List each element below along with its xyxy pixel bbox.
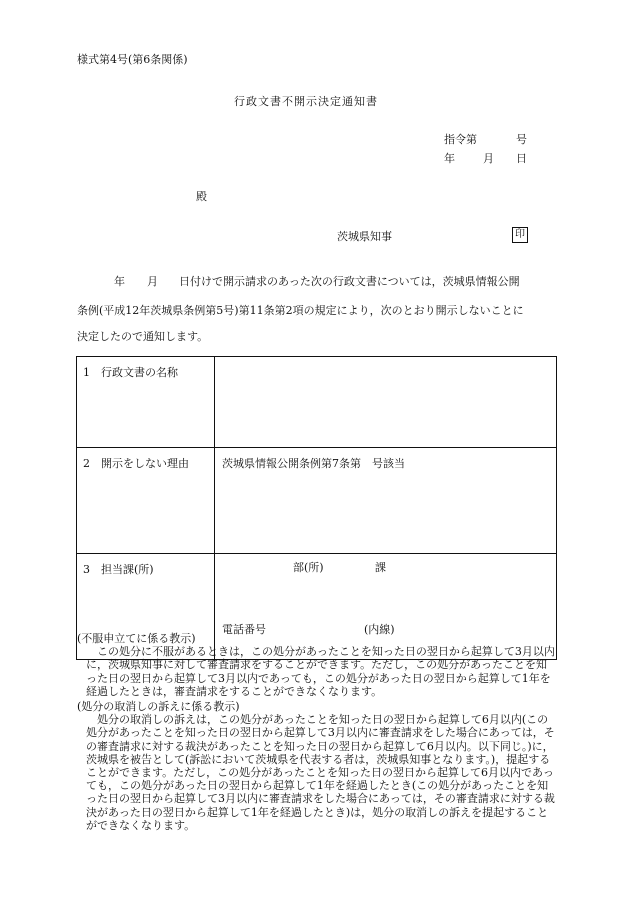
row-label: 3 担当課(所) xyxy=(77,554,215,660)
row-label: 1 行政文書の名称 xyxy=(77,357,215,448)
table-row-reason xyxy=(77,448,557,554)
section-label: 課 xyxy=(375,561,386,574)
reason-field: 茨城県情報公開条例第7条第 号該当 xyxy=(215,448,557,554)
extension-label: (内線) xyxy=(364,623,395,636)
row-label: 2 開示をしない理由 xyxy=(77,448,215,554)
body-month: 月 xyxy=(147,275,158,288)
date-month: 月 xyxy=(483,152,494,165)
department-label: 部(所) xyxy=(293,561,324,574)
addressee-honorific: 殿 xyxy=(196,190,207,203)
seal-mark: 印 xyxy=(512,227,528,243)
appeal-notice xyxy=(77,632,557,698)
lawsuit-notice-heading: (処分の取消しの訴えに係る教示) xyxy=(77,700,240,713)
reference-number-label: 指令第 xyxy=(444,133,477,146)
reference-number-suffix: 号 xyxy=(516,133,527,146)
lawsuit-notice xyxy=(77,700,557,832)
lawsuit-notice-text: 処分の取消しの訴えは，この処分があったことを知った日の翌日から起算して6月以内(この処分があったことを知った日の翌日から起算して3月以内に審査請求をした場合にあっては，その審査請求に対する裁決があったことを知った日の翌日から起算して6月以内。以下同じ。)に，茨城県を被告として(訴訟において茨城県を代表する者は，茨城県知事となります。)，提起することができます。ただし，この処分があったことを知った日の翌日から起算して6月以内であっても，この処分があった日の翌日から起算して1年を経過したとき(この処分があったことを知った日の翌日から起算して3月以内に審査請求をした場合にあっては，その審査請求に対する裁決があった日の翌日から起算して1年を経過したとき)は，処分の取消しの訴えを提起することができなくなります。 xyxy=(86,713,555,832)
date-year: 年 xyxy=(444,152,455,165)
date-day: 日 xyxy=(516,152,527,165)
document-name-field xyxy=(215,357,557,448)
appeal-notice-text: この処分に不服があるときは，この処分があったことを知った日の翌日から起算して3月以内に，茨城県知事に対して審査請求をすることができます。ただし，この処分があったことを知った日の翌日から起算して3月以内であっても，この処分があった日の翌日から起算して1年を経過したときは，審査請求をすることができなくなります。 xyxy=(86,645,555,698)
appeal-notice-heading: (不服申立てに係る教示) xyxy=(77,632,196,645)
form-number: 様式第4号(第6条関係) xyxy=(77,53,188,66)
body-year: 年 xyxy=(114,275,125,288)
document-title: 行政文書不開示決定通知書 xyxy=(234,95,378,108)
body-line-1-text: 日付けで開示請求のあった次の行政文書については，茨城県情報公開 xyxy=(179,275,520,288)
table-row-document-name xyxy=(77,357,557,448)
body-line-3: 決定したので通知します。 xyxy=(77,330,209,343)
phone-label: 電話番号 xyxy=(222,623,266,636)
body-line-2: 条例(平成12年茨城県条例第5号)第11条第2項の規定により，次のとおり開示しないことに xyxy=(77,304,524,317)
issuer-name: 茨城県知事 xyxy=(337,230,392,243)
info-table xyxy=(76,356,557,660)
